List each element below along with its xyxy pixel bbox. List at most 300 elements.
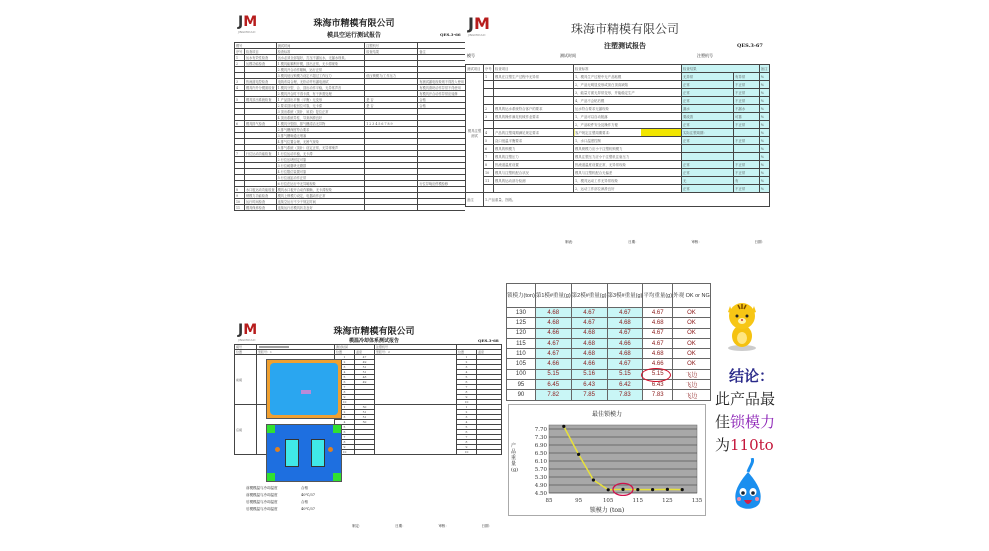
table-cell: 5.15 bbox=[607, 369, 643, 379]
table-cell bbox=[484, 89, 494, 97]
table-cell: 9 bbox=[335, 445, 355, 450]
table-cell: 11 bbox=[235, 205, 245, 211]
table-cell bbox=[494, 89, 574, 97]
doc-injection-test-report bbox=[465, 14, 770, 254]
table-cell: 2、产品取件安全及操作方便 bbox=[574, 121, 682, 129]
front-mold-image bbox=[266, 359, 342, 419]
doc-mold-dry-run-report bbox=[234, 12, 466, 312]
table-cell bbox=[734, 153, 760, 161]
table-cell: 4.67 bbox=[643, 338, 673, 348]
table-cell: 110 bbox=[507, 349, 536, 359]
table-cell: OK bbox=[673, 308, 711, 318]
table-row bbox=[466, 169, 770, 177]
table-cell: 1 模具分型面、排气槽清洁无异物 bbox=[276, 121, 365, 127]
table-row bbox=[507, 349, 711, 359]
table-cell: 飞边 bbox=[673, 380, 711, 390]
table-cell: % bbox=[759, 145, 769, 153]
table-cell: 备注 bbox=[759, 65, 769, 73]
table-element bbox=[506, 283, 711, 401]
table-cell: 4.67 bbox=[571, 318, 607, 328]
table-row bbox=[507, 338, 711, 348]
table-cell: 8 bbox=[457, 390, 477, 395]
table-cell: 备注 bbox=[418, 49, 466, 55]
table-cell: 行位运动功能检查 bbox=[244, 151, 276, 157]
table-cell: 模具与注塑机配合状况 bbox=[494, 169, 574, 177]
table-cell: 4 顶出系统导柱、导套润滑良好 bbox=[276, 115, 365, 121]
table-cell: 模具锁模力应小于注塑机锁模力 bbox=[574, 145, 682, 153]
table-cell: 浇口低温平衡要求 bbox=[494, 137, 574, 145]
table-cell bbox=[484, 121, 494, 129]
table-cell: 4.67 bbox=[607, 359, 643, 369]
table-cell: 100 bbox=[507, 369, 536, 379]
table-row bbox=[466, 129, 770, 137]
table-cell: 6 bbox=[484, 145, 494, 153]
svg-text:7.30: 7.30 bbox=[534, 435, 547, 441]
table-cell: 5.16 bbox=[571, 369, 607, 379]
table-cell: 4.67 bbox=[643, 328, 673, 338]
table-cell: 备注 bbox=[466, 193, 484, 207]
table-cell: 1 行位运动平稳，无卡滞 bbox=[276, 151, 365, 157]
table-cell: 检查标准 bbox=[276, 49, 365, 55]
table-cell: 正常 bbox=[682, 137, 734, 145]
table-cell: 4 bbox=[335, 420, 355, 425]
table-cell: 51 bbox=[355, 410, 375, 415]
company-logo: JM JINGMOULD bbox=[238, 322, 258, 342]
table-cell: 测试时间 bbox=[276, 43, 365, 49]
table-cell: 序号 bbox=[484, 65, 494, 73]
table-cell: 1、模具生产过程中无产品粘模 bbox=[574, 73, 682, 81]
table-cell: 51 bbox=[355, 415, 375, 420]
table-cell: 正常 bbox=[682, 89, 734, 97]
table-cell: 4 bbox=[457, 420, 477, 425]
table-cell: 模具的锁模力 bbox=[494, 145, 574, 153]
table-cell: 2 要求顶针板回位可靠，无卡滞 bbox=[276, 103, 365, 109]
table-cell: 水口板运动功能检查 bbox=[245, 188, 275, 192]
table-cell: 模具的运水系统符合客户的要求 bbox=[494, 105, 574, 113]
table-cell: 6 bbox=[235, 121, 245, 127]
table-cell: 连续空运行不少于规定时间 bbox=[276, 199, 365, 205]
table-cell: 6 行位在运行中无异响现象 bbox=[276, 181, 365, 187]
table-cell: 7.83 bbox=[607, 390, 643, 400]
table-cell bbox=[484, 81, 494, 89]
table-cell: 3 顶出系统（顶针、斜顶）复位正常 bbox=[276, 109, 365, 115]
table-cell: 实际注塑周期： bbox=[682, 129, 734, 137]
table-cell bbox=[682, 153, 734, 161]
table-cell: 5 bbox=[457, 425, 477, 430]
table-cell: 产品的注塑周期满足规定要求 bbox=[494, 129, 574, 137]
table-cell: 2 bbox=[457, 410, 477, 415]
table-cell: 7 bbox=[335, 435, 355, 440]
table-cell: 3 bbox=[235, 79, 245, 85]
table-cell: 检查标准 bbox=[574, 65, 682, 73]
table-cell: 6.43 bbox=[571, 380, 607, 390]
table-cell: 3、能量方面无异常变形，并能稳定生产 bbox=[574, 89, 682, 97]
company-name: 珠海市精模有限公司 bbox=[570, 22, 679, 36]
table-cell: 位置 bbox=[335, 350, 355, 355]
table-cell: 1 bbox=[335, 355, 355, 360]
report-title: 模具空运行测试报告 bbox=[326, 32, 381, 39]
table-cell: 8 bbox=[335, 390, 355, 395]
table-row bbox=[466, 121, 770, 129]
table-cell: 模具的运动部分检测 bbox=[494, 177, 574, 185]
table-cell: 9 bbox=[235, 193, 245, 199]
table-cell: 10 bbox=[235, 199, 245, 205]
table-cell: 低压锁模力/工作压力 bbox=[365, 73, 418, 79]
table-cell: 检查结果 bbox=[365, 49, 418, 55]
table-cell: 温度 bbox=[355, 350, 375, 355]
table-element: 平均重量(g) bbox=[643, 284, 673, 308]
table-cell bbox=[484, 97, 494, 105]
table-cell: % bbox=[759, 73, 769, 81]
company-name: 珠海市精模有限公司 bbox=[333, 327, 415, 337]
table-cell bbox=[494, 121, 574, 129]
table-cell: 4、产品不会粘后模 bbox=[574, 97, 682, 105]
dry-run-table bbox=[234, 42, 466, 211]
table-cell: 客户规定注塑周期要求： bbox=[574, 129, 682, 137]
svg-text:6.90: 6.90 bbox=[534, 443, 547, 449]
table-cell: 无异常 bbox=[682, 73, 734, 81]
table-cell: 是 否 bbox=[365, 103, 418, 109]
table-cell: 漏水 bbox=[682, 105, 734, 113]
table-cell: 不正常 bbox=[734, 185, 760, 193]
table-cell: 50 bbox=[355, 405, 375, 410]
table-cell: 有测试漏电现象则不得投入使用 bbox=[419, 80, 464, 84]
chart-plot bbox=[509, 405, 707, 505]
table-cell: 6 bbox=[335, 430, 355, 435]
table-cell: 模具与注塑机配合无偏差 bbox=[574, 169, 682, 177]
table-cell: 4.68 bbox=[571, 349, 607, 359]
table-cell: 1 bbox=[484, 73, 494, 81]
table-cell: % bbox=[759, 177, 769, 185]
table-cell: 热流道温度设置正常，无异常现象 bbox=[574, 161, 682, 169]
table-cell: 4 行位限位装置可靠 bbox=[276, 169, 365, 175]
table-cell: 不正常 bbox=[734, 161, 760, 169]
svg-text:95: 95 bbox=[575, 498, 583, 504]
table-cell: 1 模具能顺利开模，顶出正常，无卡滞现象 bbox=[276, 61, 365, 67]
table-cell: 7.82 bbox=[535, 390, 571, 400]
table-cell: 2 bbox=[335, 360, 355, 365]
table-cell: 模具排气检查 bbox=[244, 121, 276, 127]
table-row bbox=[466, 89, 770, 97]
clamp-force-weight-table bbox=[506, 283, 710, 401]
table-cell bbox=[365, 205, 418, 211]
optimal-clamp-force-chart: 最佳锁模力 产品重量 (g) 4.50 4.90 5.30 5.70 6.10 6.50 6.90 7.30 7.70 85 95 105 115 125 135 锁模力 (ton) bbox=[508, 404, 706, 516]
table-cell: 125 bbox=[507, 318, 536, 328]
table-cell: 4 bbox=[484, 129, 494, 137]
table-cell: 3 bbox=[484, 113, 494, 121]
table-cell: 模具内外分模面检查 bbox=[245, 86, 275, 90]
table-cell: 4.68 bbox=[535, 308, 571, 318]
table-cell: 运水必须全部接好，打压不漏运水，无漏水现象。 bbox=[276, 55, 365, 61]
table-cell: 5 bbox=[235, 97, 245, 103]
table-cell: 2 bbox=[457, 360, 477, 365]
cooling-footer: 前模模温与冷却温度 合格 前模模温与冷却温度 40℃/37 后模模温与冷却温度 合格 后模模温与冷却温度 40℃/37 bbox=[246, 486, 316, 511]
report-title: 注塑测试报告 bbox=[604, 41, 646, 50]
table-cell: 1 bbox=[457, 355, 477, 360]
table-cell: 有异常 bbox=[734, 73, 760, 81]
table-cell: 2 模具开合动作顺畅，运行正常 bbox=[276, 67, 365, 73]
table-row bbox=[235, 205, 466, 211]
table-cell bbox=[355, 450, 375, 455]
table-cell: 运模功能检查 bbox=[244, 61, 276, 67]
table-cell: 10 bbox=[484, 169, 494, 177]
table-cell: 热流道温度设置 bbox=[494, 161, 574, 169]
table-cell: 4.66 bbox=[607, 338, 643, 348]
report-code: QES.3-67 bbox=[737, 43, 763, 49]
table-cell: 47 bbox=[355, 355, 375, 360]
table-cell: OK bbox=[673, 338, 711, 348]
table-row bbox=[466, 145, 770, 153]
table-cell: 不正常 bbox=[734, 97, 760, 105]
highlight-circle bbox=[641, 368, 671, 382]
table-cell: 模具顶出系统检查 bbox=[244, 97, 276, 103]
table-cell: 模具在注塑生产过程中无异常 bbox=[494, 73, 574, 81]
table-element: 外观 OK or NG bbox=[673, 284, 711, 308]
table-cell: 电线布局合理，无松动并有漏电测试 bbox=[276, 79, 365, 85]
svg-text:115: 115 bbox=[632, 498, 644, 504]
table-cell: % bbox=[759, 153, 769, 161]
table-cell bbox=[375, 355, 457, 405]
table-row bbox=[466, 113, 770, 121]
table-row bbox=[466, 73, 770, 81]
table-cell: 运水符合要求无漏现象 bbox=[574, 105, 682, 113]
table-cell: 9 bbox=[457, 445, 477, 450]
table-cell: 4.68 bbox=[571, 328, 607, 338]
table-cell: 4.66 bbox=[535, 359, 571, 369]
table-cell: 1.产品重量、图纸。 bbox=[484, 193, 770, 207]
table-cell: 温度 bbox=[477, 350, 502, 355]
table-cell: % bbox=[759, 185, 769, 193]
table-cell: 5 bbox=[457, 375, 477, 380]
table-cell: 正常 bbox=[682, 97, 734, 105]
table-cell: 4.68 bbox=[643, 318, 673, 328]
table-cell: 型腔号：2 bbox=[375, 350, 457, 355]
table-cell: 模具保养检查 bbox=[244, 205, 276, 211]
table-cell: 2、产品无明显变形或顶白顶高缺陷 bbox=[574, 81, 682, 89]
table-cell: 105 bbox=[507, 359, 536, 369]
table-row bbox=[507, 328, 711, 338]
table-cell: 正常 bbox=[682, 169, 734, 177]
table-cell: 115 bbox=[507, 338, 536, 348]
table-cell bbox=[418, 205, 466, 211]
company-logo: JM JINGMOULD bbox=[238, 14, 258, 34]
table-cell: 4.67 bbox=[535, 349, 571, 359]
table-cell bbox=[494, 81, 574, 89]
table-cell: 5 bbox=[335, 375, 355, 380]
table-cell: 8 bbox=[484, 161, 494, 169]
table-cell: 飞边 bbox=[673, 390, 711, 400]
table-cell: 7 bbox=[457, 435, 477, 440]
table-cell: 飞边 bbox=[673, 369, 711, 379]
table-cell: 1 bbox=[235, 55, 245, 61]
injection-test-table bbox=[465, 64, 770, 207]
table-cell: 6.45 bbox=[535, 380, 571, 390]
table-cell: 1 bbox=[335, 405, 355, 410]
table-cell: 4.68 bbox=[643, 349, 673, 359]
table-cell: 不正常 bbox=[734, 137, 760, 145]
table-cell: 1 bbox=[457, 405, 477, 410]
table-cell: 11 bbox=[484, 177, 494, 185]
svg-text:5.30: 5.30 bbox=[534, 475, 547, 481]
table-row bbox=[466, 137, 770, 145]
table-cell: 2 bbox=[484, 105, 494, 113]
table-cell: 正常 bbox=[682, 161, 734, 169]
table-cell: 正常 bbox=[682, 185, 734, 193]
table-cell bbox=[734, 145, 760, 153]
table-cell: 2 bbox=[235, 61, 245, 67]
table-cell: 1 产品顶出平衡（平衡）无变形 bbox=[276, 97, 365, 103]
remarks-row bbox=[466, 193, 770, 207]
table-cell: 型腔号：1 bbox=[257, 350, 335, 355]
svg-text:6.10: 6.10 bbox=[534, 459, 547, 465]
test-time-label: 测试时间 bbox=[560, 53, 576, 58]
table-cell: 前模 bbox=[235, 355, 257, 405]
table-cell: 后模 bbox=[235, 405, 257, 455]
table-row bbox=[466, 153, 770, 161]
report-code: QES.3-66 bbox=[440, 32, 461, 37]
tiger-mascot-icon bbox=[724, 300, 760, 352]
table-cell: % bbox=[759, 169, 769, 177]
table-cell: 4.67 bbox=[607, 328, 643, 338]
svg-text:5.70: 5.70 bbox=[534, 467, 547, 473]
table-cell: 4 bbox=[235, 85, 245, 91]
table-cell: % bbox=[759, 129, 769, 137]
table-row bbox=[466, 161, 770, 169]
table-cell: 4.67 bbox=[607, 308, 643, 318]
table-cell: 检查项目 bbox=[244, 49, 276, 55]
table-cell bbox=[484, 185, 494, 193]
table-cell: 3 模具低压锁模力设定不超过工作压力 bbox=[276, 73, 365, 79]
table-cell: 7 bbox=[335, 385, 355, 390]
signature-row: 制定： 日期： 审核： 日期： bbox=[352, 524, 492, 528]
table-cell: 51 bbox=[355, 370, 375, 375]
table-cell: 可靠 bbox=[734, 113, 760, 121]
signature-row: 制表： 日期： 审核： 日期： bbox=[565, 240, 765, 244]
company-logo: JM JINGMOULD bbox=[468, 14, 490, 37]
table-cell: 5 bbox=[484, 137, 494, 145]
table-cell: 5.15 bbox=[535, 369, 571, 379]
table-cell: 4.66 bbox=[535, 328, 571, 338]
table-cell: 10 bbox=[335, 400, 355, 405]
table-cell: 7 bbox=[457, 385, 477, 390]
table-cell: 不正常 bbox=[734, 169, 760, 177]
table-cell: OK bbox=[673, 359, 711, 369]
column-header-row bbox=[466, 65, 770, 73]
svg-text:7.70: 7.70 bbox=[534, 427, 547, 433]
table-cell: 模具注塑测试 bbox=[466, 73, 484, 193]
table-cell: 7.85 bbox=[571, 390, 607, 400]
table-cell: % bbox=[759, 161, 769, 169]
table-cell: 不漏水 bbox=[734, 105, 760, 113]
table-cell: 序号 bbox=[235, 49, 245, 55]
table-cell: 6 bbox=[335, 380, 355, 385]
table-cell: % bbox=[759, 121, 769, 129]
table-cell bbox=[494, 97, 574, 105]
table-cell: 测试项目 bbox=[466, 65, 484, 73]
table-cell: OK bbox=[673, 318, 711, 328]
table-cell: OK bbox=[673, 328, 711, 338]
machine-no-label: 注塑机号 bbox=[697, 53, 713, 58]
mold-no-label: 模号 bbox=[467, 53, 475, 58]
table-cell: 不正常 bbox=[734, 81, 760, 89]
table-cell: 位置 bbox=[235, 350, 257, 355]
table-cell: 有模具开合动作异常应返修 bbox=[418, 91, 466, 97]
header-row bbox=[507, 284, 711, 308]
table-cell: 7.83 bbox=[643, 390, 673, 400]
table-cell: 51 bbox=[355, 365, 375, 370]
table-cell: 注塑机号 bbox=[375, 345, 457, 350]
table-cell: 是 否 bbox=[365, 97, 418, 103]
table-cell bbox=[375, 405, 457, 455]
table-row bbox=[466, 177, 770, 185]
table-cell: 行位异响应停模检修 bbox=[418, 181, 466, 187]
table-cell: 4.66 bbox=[643, 359, 673, 369]
table-cell: 位置 bbox=[457, 350, 477, 355]
table-cell: 90 bbox=[507, 390, 536, 400]
table-row bbox=[507, 359, 711, 369]
table-cell: 5.15 bbox=[643, 369, 673, 379]
table-cell: 模具上锁模力设定，电器动作正常 bbox=[276, 193, 365, 199]
table-cell: 3 bbox=[335, 415, 355, 420]
table-cell: 运水有效性检查 bbox=[244, 55, 276, 61]
table-cell: 模号 bbox=[235, 43, 277, 49]
table-cell: 4.68 bbox=[607, 318, 643, 328]
svg-text:4.50: 4.50 bbox=[534, 491, 547, 497]
table-cell: 50 bbox=[355, 420, 375, 425]
table-cell: 检查项目 bbox=[494, 65, 574, 73]
svg-text:6.50: 6.50 bbox=[534, 451, 547, 457]
table-cell: 120 bbox=[507, 328, 536, 338]
table-cell: 测试时间 bbox=[335, 345, 375, 350]
table-cell: 8 bbox=[235, 187, 245, 193]
table-cell: 不正常 bbox=[734, 121, 760, 129]
table-cell: 3 bbox=[457, 365, 477, 370]
table-element: 第3模#重量(g) bbox=[607, 284, 643, 308]
table-row bbox=[466, 97, 770, 105]
table-row bbox=[507, 369, 711, 379]
table-cell: 4 bbox=[457, 370, 477, 375]
table-element: 第1模#重量(g) bbox=[535, 284, 571, 308]
table-cell: 注塑机号 bbox=[365, 43, 418, 49]
table-cell: OK bbox=[673, 349, 711, 359]
table-cell: 9 bbox=[335, 395, 355, 400]
table-cell: 3 bbox=[335, 365, 355, 370]
table-cell: 合格 bbox=[418, 97, 466, 103]
table-cell: 48 bbox=[355, 375, 375, 380]
table-cell: 模号 bbox=[235, 345, 257, 350]
table-cell: 4 排气位置合理，无困气现象 bbox=[276, 139, 365, 145]
table-cell: 3 行位耐磨块无磨损 bbox=[276, 163, 365, 169]
svg-text:85: 85 bbox=[545, 498, 553, 504]
water-drop-mascot-icon bbox=[728, 458, 768, 513]
doc-mold-cooling-report bbox=[234, 322, 502, 547]
table-cell: 1、产品可以自动脱落 bbox=[574, 113, 682, 121]
table-cell: % bbox=[759, 97, 769, 105]
table-cell: 8 bbox=[335, 440, 355, 445]
table-cell: 6 bbox=[457, 430, 477, 435]
rear-mold-image bbox=[266, 424, 342, 482]
table-row bbox=[466, 185, 770, 193]
table-cell: % bbox=[759, 113, 769, 121]
table-cell: 不正常 bbox=[734, 89, 760, 97]
svg-text:125: 125 bbox=[662, 498, 673, 504]
company-name: 珠海市精模有限公司 bbox=[313, 19, 395, 29]
table-element: 第2模#重量(g) bbox=[571, 284, 607, 308]
table-cell: 模具的注塑压力 bbox=[494, 153, 574, 161]
table-cell: 6.42 bbox=[607, 380, 643, 390]
table-row bbox=[507, 390, 711, 400]
table-cell: % bbox=[759, 137, 769, 145]
